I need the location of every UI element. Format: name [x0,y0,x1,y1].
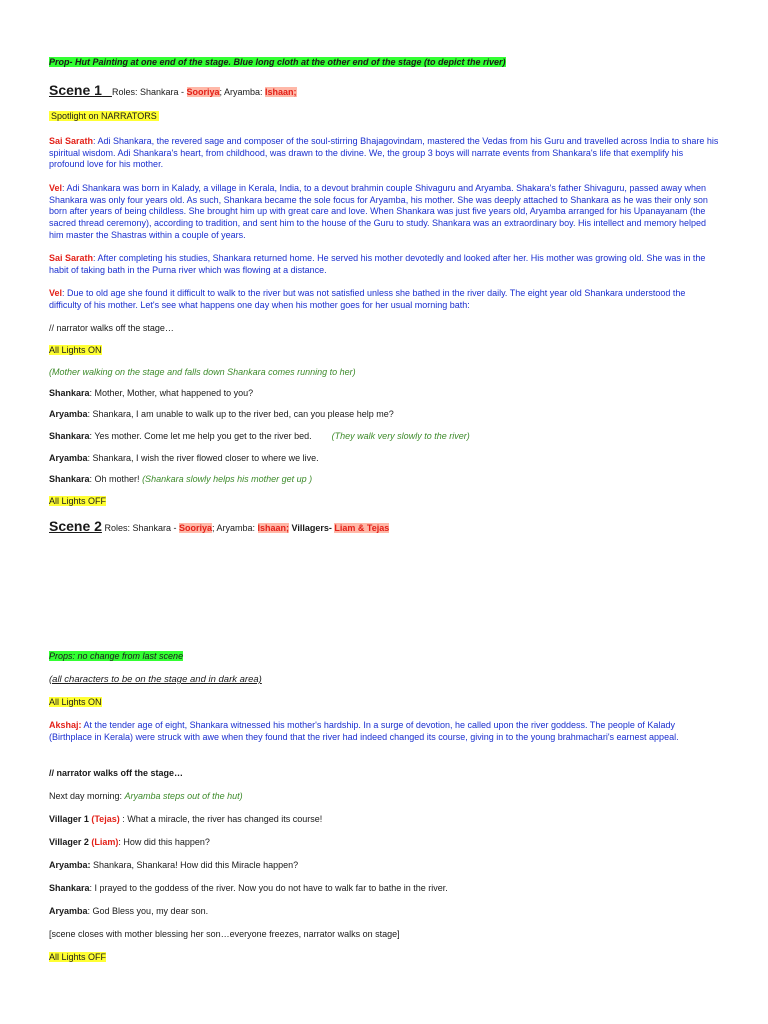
scene1-title: Scene 1 [49,82,102,98]
next-day-direction: Aryamba steps out of the hut) [124,791,243,801]
lights-off-2-line [49,952,719,964]
speaker-name: Shankara [49,388,90,398]
dialogue-text: : Shankara, I wish the river flowed closer to where we live. [87,453,319,463]
lights-on-2: All Lights ON [49,697,102,707]
narration-akshaj [49,720,719,743]
speaker-name: Aryamba [49,409,88,419]
speaker-name: Aryamba [49,906,88,916]
lights-on-1: All Lights ON [49,345,102,355]
villager2-label: Villager 2 [49,837,92,847]
speaker-name: Shankara [49,431,90,441]
dialogue-direction: (They walk very slowly to the river) [331,431,470,441]
speaker-name: Shankara [49,474,90,484]
scene1-roles-label: Roles: Shankara - [111,87,187,97]
villager2-text: : How did this happen? [118,837,210,847]
spotlight-highlight: Spotlight on NARRATORS [51,111,157,121]
narration-text: : Due to old age she found it difficult to walk to the river but was not satisfied unless she bathed in the river daily. The eight year old Shankara understood the difficulty of his mother. Let's see what happens one day when his mother goes for her usual morning bath: [49,288,686,310]
dialogue-line [49,883,719,895]
villager1-actor: (Tejas) [91,814,120,824]
lights-on-1-line [49,345,719,357]
scene1-aryamba-actor: Ishaan; [265,87,297,97]
dialogue-direction: (Shankara slowly helps his mother get up ) [142,474,313,484]
props-line [49,57,719,69]
speaker-name: Sai Sarath [49,136,94,146]
dialogue-line [49,906,719,918]
speaker-name: Aryamba [49,453,88,463]
dialogue-line [49,474,719,486]
dialogue-line [49,388,719,400]
scene2-villagers-label: Villagers- [289,523,335,533]
villager2-line [49,837,719,849]
dialogue-text: : Yes mother. Come let me help you get to the river bed. [89,431,312,441]
scene2-shankara-actor: Sooriya [178,523,212,533]
dialogue-text: : God Bless you, my dear son. [87,906,209,916]
villager1-line [49,814,719,826]
narration-sai-sarath-1 [49,136,719,171]
speaker-name: Aryamba: [49,860,91,870]
lights-off-1-line [49,496,719,508]
speaker-name: Akshaj: [49,720,82,730]
speaker-name: Shankara [49,883,90,893]
scene2-closing: [scene closes with mother blessing her son…everyone freezes, narrator walks on stage] [49,929,400,939]
scene2-title: Scene 2 [49,518,102,534]
villager2-actor: (Liam) [91,837,119,847]
dialogue-line [49,860,719,872]
scene1-heading [49,81,719,99]
scene2-heading [49,517,719,535]
villager1-label: Villager 1 [49,814,92,824]
scene2-positions: (all characters to be on the stage and in dark area) [49,674,262,685]
stage-direction-1: (Mother walking on the stage and falls down Shankara comes running to her) [49,367,356,377]
narration-vel-2 [49,288,719,311]
dialogue-line [49,409,719,421]
dialogue-line [49,431,719,443]
narrator-walks-off-2: // narrator walks off the stage… [49,768,184,778]
speaker-name: Vel [49,288,63,298]
scene2-aryamba-actor: Ishaan; [257,523,290,533]
dialogue-text: : Mother, Mother, what happened to you? [89,388,254,398]
lights-on-2-line [49,697,719,709]
next-day-line [49,791,719,803]
scene2-aryamba-label: ; Aryamba: [212,523,258,533]
scene1-shankara-actor: Sooriya [186,87,220,97]
narration-vel-1 [49,183,719,241]
dialogue-text: : Shankara, I am unable to walk up to the river bed, can you please help me? [87,409,394,419]
narration-text: : Adi Shankara, the revered sage and composer of the soul-stirring Bhajagovindam, mastered the Vedas from his Guru and travelled across India to share his spiritual wisdom. Adi Shankara's heart, from childhood, was drawn to the divine. We, the group 3 boys will narrate events from Shankara's life that exemplify his profound love for his mother. [49,136,719,170]
next-day-label: Next day morning: [49,791,125,801]
narration-text: : After completing his studies, Shankara returned home. He served his mother devotedly and looked after her. His mother was growing old. She was in the habit of taking bath in the Purna river which was flowing at a distance. [49,253,706,275]
scene2-villagers-actors: Liam & Tejas [334,523,390,533]
narrator-walks-off-1: // narrator walks off the stage… [49,323,174,333]
scene2-roles-label: Roles: Shankara - [101,523,179,533]
scene2-props-line [49,651,719,663]
scene1-aryamba-label: ; Aryamba: [219,87,266,97]
narration-text: : Adi Shankara was born in Kalady, a village in Kerala, India, to a devout brahmin couple Shivaguru and Aryamba. Shakara's father Shivaguru, passed away when Shankara was only four years old. As such, Shankara became the sole focus for Aryamba, his mother. She was deeply attached to Shankara as he was their only son born after years of being childless. She brought him up with great care and love. When Shankara was just five years old, Aryamba arranged for his Upanayanam (the sacred thread ceremony), according to tradition, and sent him to the house of the Guru to study. Shankara was an extraordinary boy. His intellect and memory helped him master the Shastras within a couple of years. [49,183,708,240]
narration-text: At the tender age of eight, Shankara witnessed his mother's hardship. In a surge of devotion, he called upon the river goddess. The people of Kalady (Birthplace in Kerala) were struck with awe when they found that the river had indeed changed its course, giving in to the young brahmachari's earnest appeal. [49,720,679,742]
speaker-name: Sai Sarath [49,253,94,263]
lights-off-1: All Lights OFF [49,496,107,506]
lights-off-2: All Lights OFF [49,952,107,962]
dialogue-text: : I prayed to the goddess of the river. Now you do not have to walk far to bathe in the river. [89,883,448,893]
dialogue-text: Shankara, Shankara! How did this Miracle happen? [90,860,299,870]
dialogue-text: : Oh mother! [89,474,143,484]
narration-sai-sarath-2 [49,253,719,276]
speaker-name: Vel [49,183,63,193]
villager1-text: : What a miracle, the river has changed its course! [119,814,323,824]
props-highlight: Prop- Hut Painting at one end of the stage. Blue long cloth at the other end of the stage (to depict the river) [49,57,506,67]
scene2-props: Props: no change from last scene [49,651,184,661]
dialogue-line [49,453,719,465]
spotlight-line [49,111,719,123]
